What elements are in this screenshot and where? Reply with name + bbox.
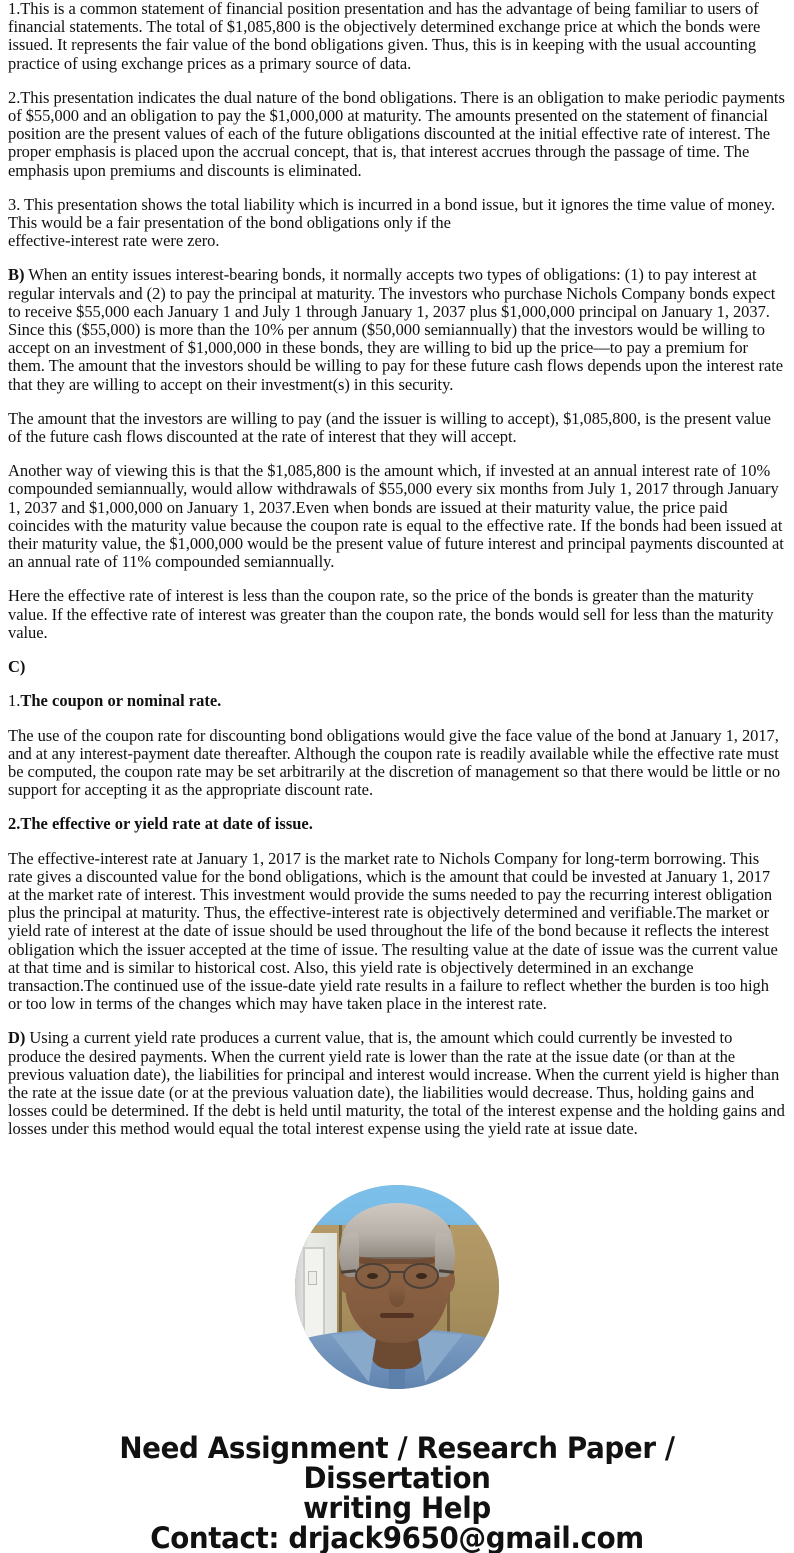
paragraph-3-main: 3. This presentation shows the total liability which is incurred in a bond issue, but it ignores the time value of money. This would be a fair presentation of the bond obligations only if the bbox=[8, 194, 776, 233]
paragraph-5: Another way of viewing this is that the $1,085,800 is the amount which, if invested at an annual interest rate of 10% compounded semiannually, would allow withdrawals of $55,000 every six months from July 1, 2017 through January 1, 2037 and $1,000,000 on January 1, 2037.Even when bonds are issued at their maturity value, the price paid coincides with the maturity value because the coupon rate is equal to the effective rate. If the bonds had been issued at their maturity value, the $1,000,000 would be the present value of future interest and principal payments discounted at an annual rate of 11% compounded semiannually. bbox=[8, 461, 784, 572]
paragraph-4: The amount that the investors are willing to pay (and the issuer is willing to accept), $1,085,800, is the present value of the future cash flows discounted at the rate of interest that they will accept. bbox=[8, 408, 771, 447]
eyeglass-lens-left bbox=[355, 1263, 391, 1289]
paragraph-d bbox=[8, 1029, 786, 1138]
paragraph-3-continued: effective-interest rate were zero. bbox=[8, 231, 220, 251]
heading-c2 bbox=[8, 815, 786, 833]
door-panel bbox=[303, 1247, 325, 1343]
eyeglass-lens-right bbox=[403, 1263, 439, 1289]
light-switch bbox=[308, 1271, 317, 1285]
heading-c1 bbox=[8, 692, 786, 710]
footer-contact-block bbox=[8, 1430, 786, 1553]
paragraph-c1: The use of the coupon rate for discounting bond obligations would give the face value of the bond at January 1, 2017, and at any interest-payment date thereafter. Although the coupon rate is readily available while the effective rate must be computed, the coupon rate may be set arbitrarily at the discretion of management so that there would be little or no support for accepting it as the appropriate discount rate. bbox=[8, 725, 781, 800]
collar-left bbox=[331, 1331, 380, 1384]
collar-right bbox=[413, 1331, 462, 1384]
paragraph-c2: The effective-interest rate at January 1, 2017 is the market rate to Nichols Company for long-term borrowing. This rate gives a discounted value for the bond obligations, which is the amount that could be invested at January 1, 2017 at the market rate of interest. This investment would provide the sums needed to pay the recurring interest obligation plus the principal at maturity. Thus, the effective-interest rate is objectively determined and verifiable.The market or yield rate of interest at the date of issue should be used throughout the life of the bond because it reflects the interest obligation which the issuer accepted at the time of issue. The resulting value at the date of issue was the current value at that time and is similar to historical cost. Also, this yield rate is objectively determined in an exchange transaction.The continued use of the issue-date yield rate results in a failure to reflect whether the burden is too high or too low in terms of the changes which may have taken place in the interest rate. bbox=[8, 848, 778, 1014]
eyeglass-bridge bbox=[390, 1271, 404, 1274]
avatar bbox=[295, 1185, 499, 1389]
paragraph-3 bbox=[8, 196, 786, 232]
paragraph-1: 1.This is a common statement of financial position presentation and has the advantage of being familiar to users of financial statements. The total of $1,085,800 is the objectively determined exchange price at which the bonds were issued. It represents the fair value of the bond obligations given. Thus, this is in keeping with the usual accounting practice of using exchange prices as a primary source of data. bbox=[8, 0, 761, 73]
section-b-text: When an entity issues interest-bearing bonds, it normally accepts two types of obligations: (1) to pay interest at regular intervals and (2) to pay the principal at maturity. The investors who purchase Nichols Company bonds expect to receive $55,000 each January 1 and July 1 through January 1, 2037 plus $1,000,000 principal on January 1, 2037. Since this ($55,000) is more than the 10% per annum ($50,000 semiannually) that the investors would be willing to accept on an investment of $1,000,000 in these bonds, they are willing to bid up the price—to pay a premium for them. The amount that the investors should be willing to pay for these future cash flows depends upon the interest rate that they are willing to accept on their investment(s) in this security. bbox=[8, 265, 784, 394]
section-label-c: C) bbox=[8, 657, 26, 677]
paragraph-2: 2.This presentation indicates the dual nature of the bond obligations. There is an obligation to make periodic payments of $55,000 and an obligation to pay the $1,000,000 at maturity. The amounts presented on the statement of financial position are the present values of each of the future obligations discounted at the initial effective rate of interest. The proper emphasis is placed upon the accrual concept, that is, that interest accrues through the passage of time. The emphasis upon premiums and discounts is eliminated. bbox=[8, 87, 785, 180]
mouth bbox=[380, 1313, 414, 1318]
section-d-text: Using a current yield rate produces a current value, that is, the amount which could currently be invested to produce the desired payments. When the current yield rate is lower than the rate at the issue date (or than at the previous valuation date), the liabilities for principal and interest would increase. When the current yield is higher than the rate at the issue date (or at the previous valuation date), the liabilities would decrease. Thus, holding gains and losses could be determined. If the debt is held until maturity, the total of the interest expense and the holding gains and losses under this method would equal the total interest expense using the yield rate at issue date. bbox=[8, 1028, 785, 1139]
nose bbox=[389, 1285, 405, 1307]
document-body bbox=[8, 0, 786, 1139]
heading-c1-number: 1. bbox=[8, 691, 21, 711]
section-label-d: D) bbox=[8, 1028, 26, 1048]
portrait-container bbox=[8, 1185, 786, 1389]
footer-headline-line-2: writing Help bbox=[303, 1490, 491, 1525]
heading-c1-text: The coupon or nominal rate. bbox=[20, 691, 222, 711]
footer-headline-line-1: Need Assignment / Research Paper / Dissertation bbox=[119, 1430, 675, 1495]
heading-c2-text: 2.The effective or yield rate at date of issue. bbox=[8, 814, 313, 834]
paragraph-b bbox=[8, 266, 786, 393]
section-label-b: B) bbox=[8, 265, 25, 285]
paragraph-6: Here the effective rate of interest is less than the coupon rate, so the price of the bonds is greater than the maturity value. If the effective rate of interest was greater than the coupon rate, the bonds would sell for less than the maturity value. bbox=[8, 586, 774, 642]
footer-contact-email: Contact: drjack9650@gmail.com bbox=[150, 1520, 644, 1553]
